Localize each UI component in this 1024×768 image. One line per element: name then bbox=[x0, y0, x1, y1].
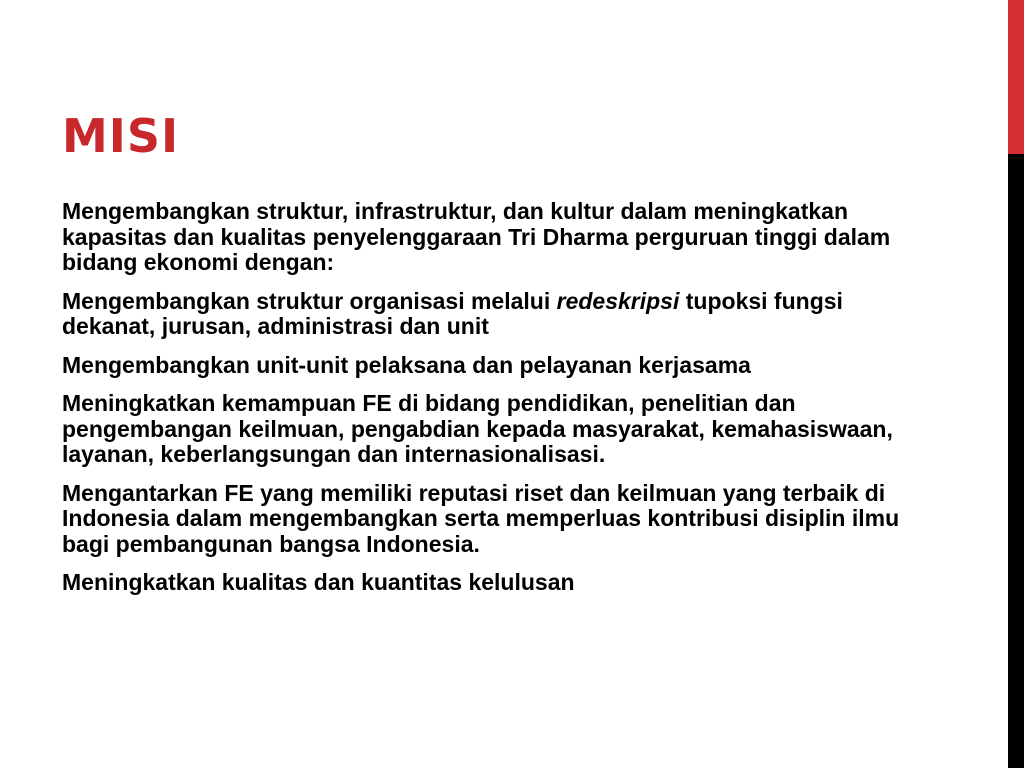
paragraph-6: Meningkatkan kualitas dan kuantitas kelulusan bbox=[62, 569, 575, 595]
paragraph-4: Meningkatkan kemampuan FE di bidang pendidikan, penelitian dan pengembangan keilmuan, pengabdian kepada masyarakat, kemahasiswaan, layanan, keberlangsungan dan internasionalisasi. bbox=[62, 390, 893, 467]
paragraph-3: Mengembangkan unit-unit pelaksana dan pelayanan kerjasama bbox=[62, 351, 751, 378]
slide-title: MISI bbox=[62, 109, 180, 163]
paragraph-2 bbox=[62, 289, 942, 340]
side-accent-bar-red bbox=[1008, 0, 1024, 154]
paragraph-2-emphasis: redeskripsi bbox=[556, 287, 680, 314]
paragraph-1: Mengembangkan struktur, infrastruktur, dan kultur dalam meningkatkan kapasitas dan kualitas penyelenggaraan Tri Dharma perguruan tinggi dalam bidang ekonomi dengan: bbox=[62, 198, 891, 275]
paragraph-5: Mengantarkan FE yang memiliki reputasi riset dan keilmuan yang terbaik di Indonesia dalam mengembangkan serta memperluas kontribusi disiplin ilmu bagi pembangunan bangsa Indonesia. bbox=[62, 479, 900, 557]
slide-body bbox=[62, 199, 942, 609]
side-accent-bar-black bbox=[1008, 154, 1024, 768]
paragraph-2-text-before: Mengembangkan struktur organisasi melalui bbox=[62, 287, 557, 314]
paragraph-2-text-after: tupoksi fungsi dekanat, jurusan, administrasi dan unit bbox=[62, 287, 843, 339]
